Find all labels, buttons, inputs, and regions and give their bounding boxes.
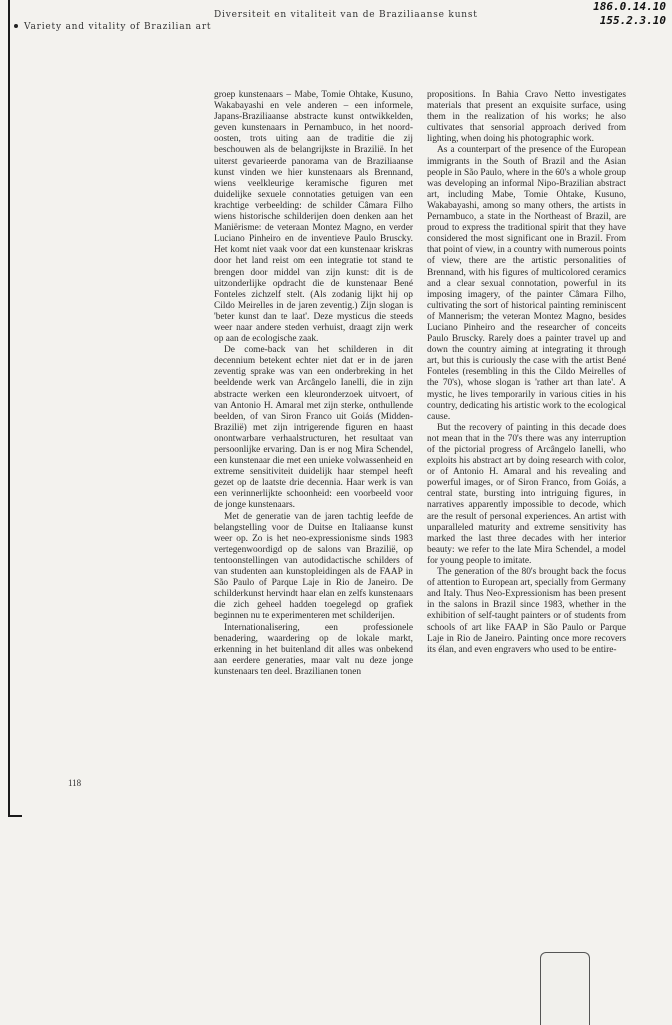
running-head-english: Variety and vitality of Brazilian art bbox=[24, 22, 212, 32]
archive-stamp-frame bbox=[540, 952, 590, 1025]
paragraph: propositions. In Bahia Cravo Netto investigates materials that present an exquisite surface, using them in the realization of his works; he also cultivates that sensorial approach derived from lighting, when doing his photographic work. bbox=[427, 90, 626, 145]
right-column-english-text bbox=[427, 90, 626, 656]
paragraph: groep kunstenaars – Mabe, Tomie Ohtake, Kusuno, Wakabayashi en vele anderen – een informele, Japans-Braziliaanse abstracte kunst ontwikkelden, geven kunstenaars in Pernambuco, in het noord-oosten, trots uiting aan de traditie die zij beschouwen als de belangrijkste in Brazilië. In het uiterst gevarieerde panorama van de Braziliaanse kunst vinden we hier kunstenaars als Brennand, wiens veelkleurige keramische figuren met duidelijke sexuele connotaties getuigen van een krachtige verbeelding: de schilder Câmara Filho wiens historische schilderijen doen denken aan het Maniërisme: de veteraan Montez Magno, en verder Luciano Pinheiro en de inventieve Paulo Brusсky. Het komt niet vaak voor dat een kunstenaar kriskras door het land reist om een integratie tot stand te brengen door middel van zijn kunst: dit is de uitzonderlijke opdracht die de kunstenaar Bené Fonteles zichzelf stelt. (Als zodanig lijkt hij op Cildo Meirelles in de jaren zeventig.) Zijn slogan is 'beter kunst dan te laat'. Deze mysticus die steeds weer naar andere steden verhuist, draagt zijn werk op aan de ecologische zaak. bbox=[214, 90, 413, 345]
left-column-dutch-text bbox=[214, 90, 413, 678]
paragraph: Met de generatie van de jaren tachtig leefde de belangstelling voor de Duitse en Italiaanse kunst weer op. Zo is het neo-expressionisme sinds 1983 vertegenwoordigd op de salons van Brazilië, op tentoonstellingen van autodidactische schilders of van studenten aan kunstopleidingen als de FAAP in São Paulo of Parque Laje in Rio de Janeiro. De schilderkunst hervindt haar elan en zelfs kunstenaars die zich geheel hadden toegelegd op grafiek beginnen nu te experimenteren met schilderijen. bbox=[214, 511, 413, 622]
archive-mark-line2: 155.2.3.10 bbox=[599, 14, 666, 27]
paragraph: As a counterpart of the presence of the European immigrants in the South of Brazil and the Asian people in São Paulo, where in the 60's a whole group was developing an informal Nipo-Brazilian abstract art, including Mabe, Tomie Ohtake, Kusuno, Wakabayashi, among so many others, the artists in Pernambuco, a state in the Northeast of Brazil, are proud to express the traditional spirit that they have considered the most significant one in Brazil. From that point of view, in a country with numerous points of view, there are the artistic personalities of Brennand, with his figures of multicolored ceramics and a clear sexual connotation, powerful in its imposing imagery, of the painter Câmara Filho, cultivating the sort of historical painting reminiscent of Mannerism; the veteran Montez Magno, besides Luciano Pinheiro and the researcher of conceits Paulo Bruscky. Rarely does a painter travel up and down the country aiming at integrating it through art, but this is curiously the case with the artist Bené Fonteles (resembling in this the Cildo Meirelles of the 70's), whose slogan is 'rather art than late'. A mystic, he lives temporarily in various cities in his country, dedicating his artistic work to the ecological cause. bbox=[427, 145, 626, 422]
paragraph: The generation of the 80's brought back the focus of attention to European art, specially from Germany and Italy. Thus Neo-Expressionism has been present in the salons in Brazil since 1983, whether in the exhibition of self-taught painters or of students from schools of art like FAAP in São Paulo or Parque Laje in Rio de Janeiro. Painting once more recovers its élan, and even engravers who used to be entire- bbox=[427, 567, 626, 655]
page-number: 118 bbox=[68, 778, 82, 788]
page-edge-corner bbox=[8, 815, 22, 817]
paragraph: But the recovery of painting in this decade does not mean that in the 70's there was any interruption of the pictorial progress of Arcângelo Ianelli, who exploits his abstract art by doing research with color, or of Antonio H. Amaral and his revealing and powerful images, or of Siron Franco, from Goiás, a central state, bursting into intriguing figures, in narratives apparently impossible to decode, which are the result of personal experiences. An artist with unparalleled maturity and extreme sensitivity has marked the last three decades with her interior beauty: we refer to the late Mira Schendel, a model for young people to imitate. bbox=[427, 422, 626, 566]
archive-handwritten-mark bbox=[593, 0, 666, 28]
page-edge-line bbox=[8, 0, 10, 815]
bullet-icon bbox=[14, 24, 18, 28]
archive-mark-line1: 186.0.14.10 bbox=[593, 0, 666, 13]
running-head-dutch: Diversiteit en vitaliteit van de Braziliaanse kunst bbox=[214, 10, 478, 20]
paragraph: Internationalisering, een professionele benadering, waardering op de lokale markt, erkenning in het buitenland dit alles was onbekend aan eerdere generaties, maar valt nu deze jonge kunstenaars ten deel. Brazilianen tonen bbox=[214, 622, 413, 677]
paragraph: De come-back van het schilderen in dit decennium betekent echter niet dat er in de jaren zeventig sprake was van een onderbreking in het beeldende werk van Arcângelo Ianelli, die in zijn abstracte werken een kleuronderzoek uitvoert, of van Antonio H. Amaral met zijn sterke, onthullende beelden, of van Siron Franco uit Goiás (Midden-Brazilië) met zijn intrigerende figuren en haast onontwarbare verhaalstructuren, het resultaat van persoonlijke ervaring. Dan is er nog Mira Schendel, een kunstenaar die met een unieke volwassenheid en extreme sensitiviteit duidelijk haar stempel heeft gezet op de laatste drie decennia. Haar werk is van een verinnerlijkte schoonheid: een voorbeeld voor de jonge kunstenaars. bbox=[214, 345, 413, 511]
